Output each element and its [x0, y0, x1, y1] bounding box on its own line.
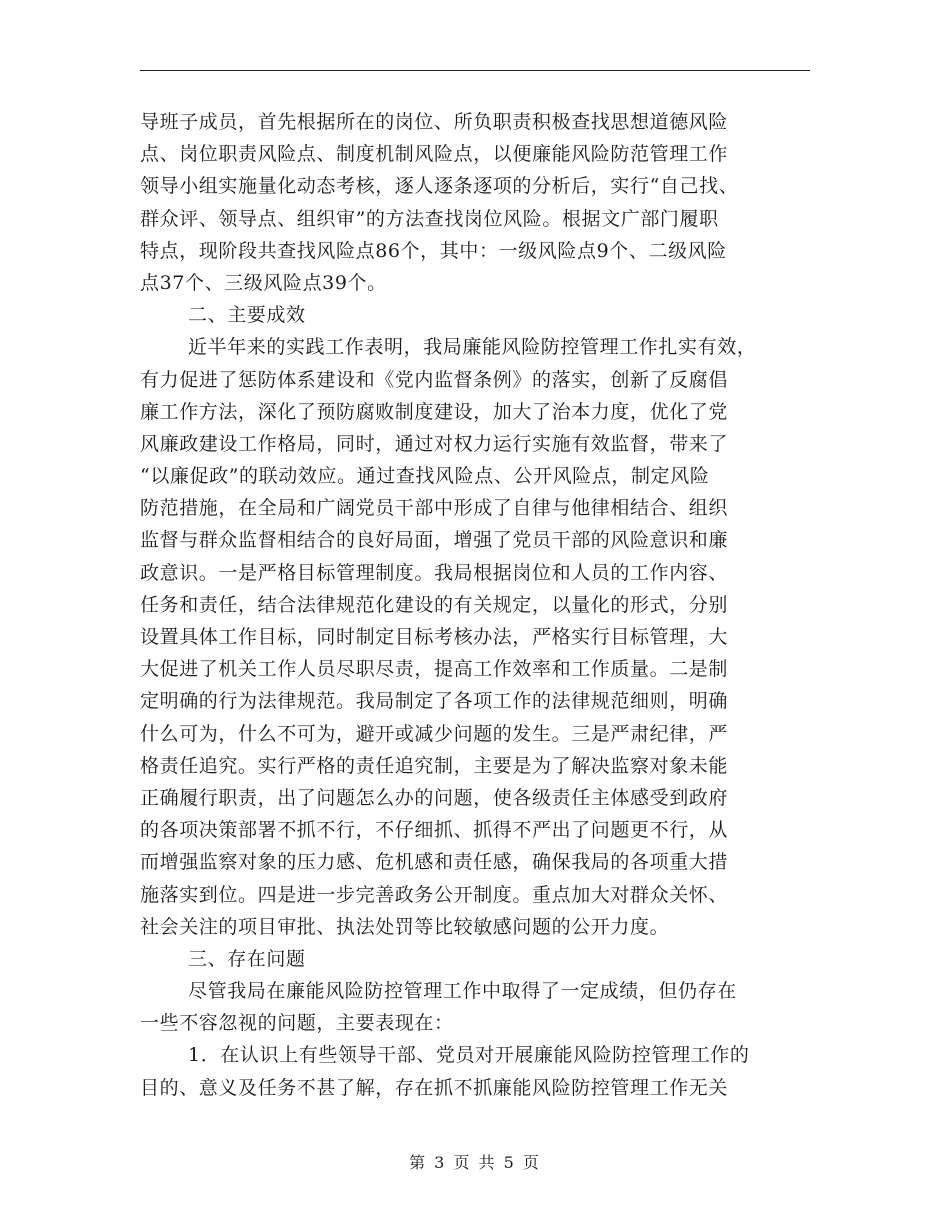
paragraph-line: 监督与群众监督相结合的良好局面，增强了党员干部的风险意识和廉 [140, 529, 729, 552]
paragraph-line: 近半年来的实践工作表明，我局廉能风险防控管理工作扎实有效， [188, 336, 757, 359]
paragraph-line: 任务和责任，结合法律规范化建设的有关规定，以量化的形式，分别 [140, 593, 729, 616]
header-rule [140, 70, 810, 71]
paragraph-line: 而增强监察对象的压力感、危机感和责任感，确保我局的各项重大措 [140, 851, 729, 874]
paragraph-line: 什么可为，什么不可为，避开或减少问题的发生。三是严肃纪律，严 [140, 722, 729, 745]
paragraph-line: 目的、意义及任务不甚了解，存在抓不抓廉能风险防控管理工作无关 [140, 1076, 729, 1099]
paragraph-line: 一些不容忽视的问题，主要表现在： [140, 1012, 454, 1035]
paragraph-line: 点、岗位职责风险点、制度机制风险点，以便廉能风险防范管理工作 [140, 143, 729, 166]
paragraph-line: 正确履行职责，出了问题怎么办的问题，使各级责任主体感受到政府 [140, 786, 729, 809]
paragraph-line: 导班子成员，首先根据所在的岗位、所负职责积极查找思想道德风险 [140, 111, 729, 133]
paragraph-line: 政意识。一是严格目标管理制度。我局根据岗位和人员的工作内容、 [140, 561, 729, 584]
paragraph-line: 群众评、领导点、组织审”的方法查找岗位风险。根据文广部门履职 [140, 207, 719, 230]
paragraph-line: 防范措施，在全局和广阔党员干部中形成了自律与他律相结合、组织 [140, 497, 729, 520]
paragraph-line: 大促进了机关工作人员尽职尽责，提高工作效率和工作质量。二是制 [140, 658, 729, 681]
paragraph-line: 的各项决策部署不抓不行，不仔细抓、抓得不严出了问题更不行，从 [140, 819, 729, 842]
section-heading: 三、存在问题 [188, 947, 306, 970]
section-heading: 二、主要成效 [188, 304, 306, 327]
paragraph-line: 领导小组实施量化动态考核，逐人逐条逐项的分析后，实行“自己找、 [140, 175, 739, 198]
document-body [140, 106, 810, 1104]
paragraph-line: 格责任追究。实行严格的责任追究制，主要是为了解决监察对象未能 [140, 754, 729, 777]
page-number: 第 3 页 共 5 页 [409, 1153, 541, 1172]
paragraph-line: 尽管我局在廉能风险防控管理工作中取得了一定成绩，但仍存在 [188, 980, 737, 1003]
paragraph-line: 风廉政建设工作格局，同时，通过对权力运行实施有效监督，带来了 [140, 432, 729, 455]
paragraph-line: 特点，现阶段共查找风险点86个，其中：一级风险点9个、二级风险 [140, 239, 727, 262]
paragraph-line: “以廉促政”的联动效应。通过查找风险点、公开风险点，制定风险 [140, 465, 710, 488]
paragraph-line: 1．在认识上有些领导干部、党员对开展廉能风险防控管理工作的 [188, 1044, 750, 1067]
paragraph-line: 廉工作方法，深化了预防腐败制度建设，加大了治本力度，优化了党 [140, 400, 729, 423]
paragraph-line: 施落实到位。四是进一步完善政务公开制度。重点加大对群众关怀、 [140, 883, 729, 906]
paragraph-line: 设置具体工作目标，同时制定目标考核办法，严格实行目标管理，大 [140, 626, 729, 648]
paragraph-line: 有力促进了惩防体系建设和《党内监督条例》的落实，创新了反腐倡 [140, 368, 729, 391]
paragraph-line: 点37个、三级风险点39个。 [140, 271, 387, 294]
paragraph-line: 定明确的行为法律规范。我局制定了各项工作的法律规范细则，明确 [140, 690, 729, 713]
paragraph-line: 社会关注的项目审批、执法处罚等比较敏感问题的公开力度。 [140, 915, 670, 938]
